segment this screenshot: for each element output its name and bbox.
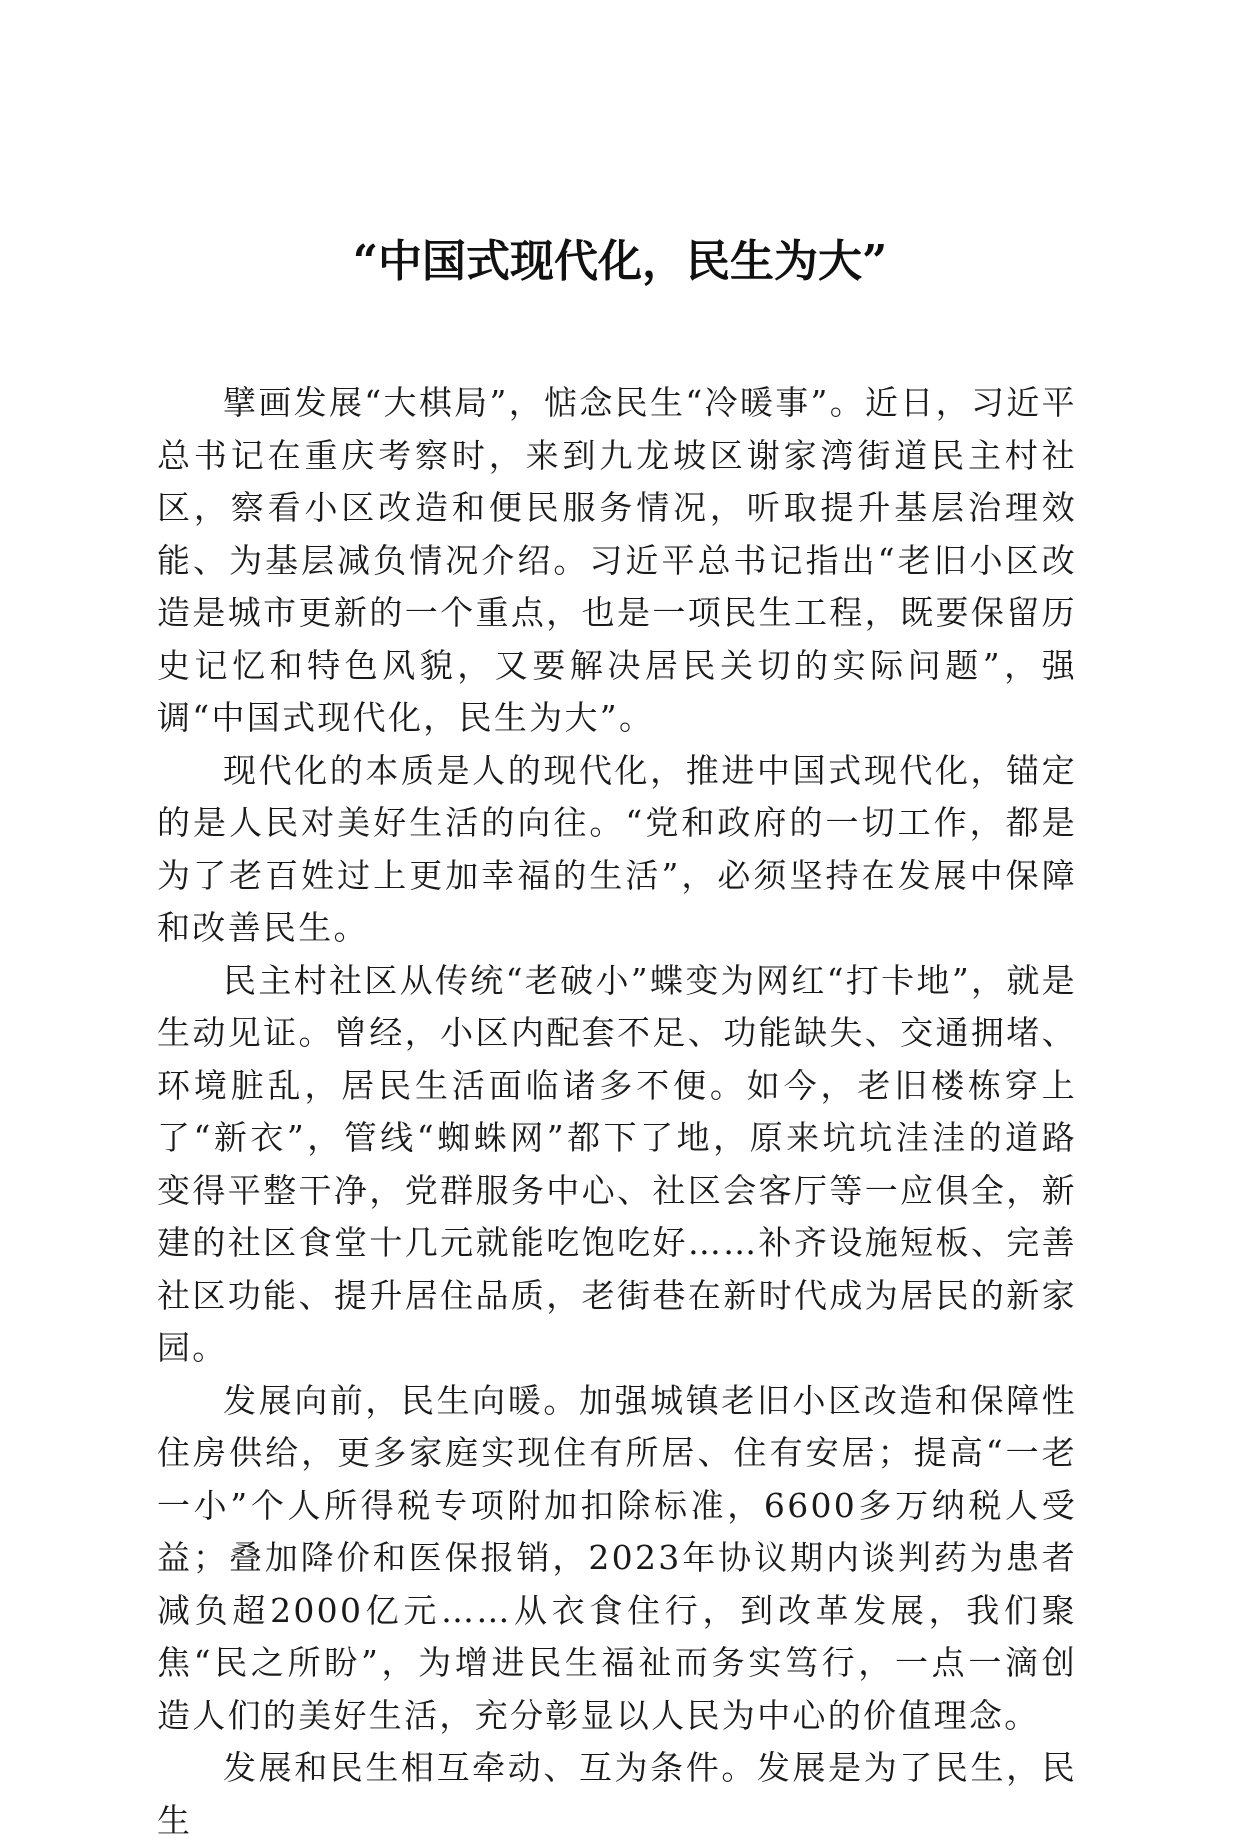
- paragraph: 民主村社区从传统“老破小”蝶变为网红“打卡地”，就是生动见证。曾经，小区内配套不足、功能缺失、交通拥堵、环境脏乱，居民生活面临诸多不便。如今，老旧楼栋穿上了“新衣”，管线“蜘蛛网”都下了地，原来坑坑洼洼的道路变得平整干净，党群服务中心、社区会客厅等一应俱全，新建的社区食堂十几元就能吃饱吃好……补齐设施短板、完善社区功能、提升居住品质，老街巷在新时代成为居民的新家园。: [157, 960, 1077, 1367]
- paragraph: 擘画发展“大棋局”，惦念民生“冷暖事”。近日，习近平总书记在重庆考察时，来到九龙坡区谢家湾街道民主村社区，察看小区改造和便民服务情况，听取提升基层治理效能、为基层减负情况介绍。习近平总书记指出“老旧小区改造是城市更新的一个重点，也是一项民生工程，既要保留历史记忆和特色风貌，又要解决居民关切的实际问题”，强调“中国式现代化，民生为大”。: [157, 383, 1077, 737]
- paragraph: 发展向前，民生向暖。加强城镇老旧小区改造和保障性住房供给，更多家庭实现住有所居、住有安居；提高“一老一小”个人所得税专项附加扣除标准，6600多万纳税人受益；叠加降价和医保报销，2023年协议期内谈判药为患者减负超2000亿元……从衣食住行，到改革发展，我们聚焦“民之所盼”，为增进民生福祉而务实笃行，一点一滴创造人们的美好生活，充分彰显以人民为中心的价值理念。: [157, 1380, 1077, 1735]
- document-title: “中国式现代化，民生为大”: [352, 236, 888, 287]
- paragraph: 发展和民生相互牵动、互为条件。发展是为了民生，民生: [157, 1748, 1077, 1840]
- document-body: [157, 377, 1077, 1847]
- paragraph: 现代化的本质是人的现代化，推进中国式现代化，锚定的是人民对美好生活的向往。“党和政府的一切工作，都是为了老百姓过上更加幸福的生活”，必须坚持在发展中保障和改善民生。: [157, 750, 1077, 947]
